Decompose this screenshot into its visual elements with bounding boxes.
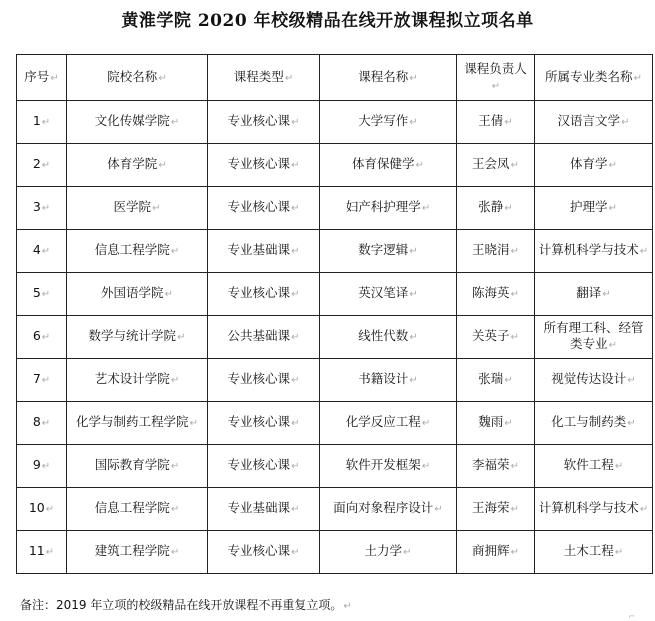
- cell-no: 11↵: [17, 531, 67, 574]
- cell-type: 专业核心课↵: [208, 101, 320, 144]
- cell-no: 9↵: [17, 445, 67, 488]
- cell-major: 体育学↵: [535, 144, 653, 187]
- table-row: [17, 101, 653, 144]
- cell-major: 化工与制药类↵: [535, 402, 653, 445]
- cell-major: 汉语言文学↵: [535, 101, 653, 144]
- cell-course: 土力学↵: [320, 531, 457, 574]
- table-body: [17, 101, 653, 574]
- cell-no: 4↵: [17, 230, 67, 273]
- cell-leader: 李福荣↵: [457, 445, 535, 488]
- cell-course: 软件开发框架↵: [320, 445, 457, 488]
- cell-course: 体育保健学↵: [320, 144, 457, 187]
- cell-course: 面向对象程序设计↵: [320, 488, 457, 531]
- cell-college: 信息工程学院↵: [67, 230, 208, 273]
- cell-type: 专业基础课↵: [208, 488, 320, 531]
- cell-major: 翻译↵: [535, 273, 653, 316]
- cell-leader: 陈海英↵: [457, 273, 535, 316]
- cell-type: 专业核心课↵: [208, 144, 320, 187]
- cell-college: 医学院↵: [67, 187, 208, 230]
- cell-college: 艺术设计学院↵: [67, 359, 208, 402]
- cell-college: 数学与统计学院↵: [67, 316, 208, 359]
- header-cell: 序号↵: [17, 55, 67, 101]
- cell-type: 专业核心课↵: [208, 531, 320, 574]
- cell-college: 信息工程学院↵: [67, 488, 208, 531]
- table-row: [17, 488, 653, 531]
- cell-leader: 王会凤↵: [457, 144, 535, 187]
- cell-type: 公共基础课↵: [208, 316, 320, 359]
- table-header-row: [17, 55, 653, 101]
- cell-major: 软件工程↵: [535, 445, 653, 488]
- cell-type: 专业基础课↵: [208, 230, 320, 273]
- cell-major: 计算机科学与技术↵: [535, 488, 653, 531]
- cell-college: 化学与制药工程学院↵: [67, 402, 208, 445]
- cell-leader: 王倩↵: [457, 101, 535, 144]
- cell-course: 数字逻辑↵: [320, 230, 457, 273]
- cell-course: 书籍设计↵: [320, 359, 457, 402]
- table-row: [17, 531, 653, 574]
- header-cell: 院校名称↵: [67, 55, 208, 101]
- table-row: [17, 144, 653, 187]
- cell-major: 护理学↵: [535, 187, 653, 230]
- cell-leader: 张静↵: [457, 187, 535, 230]
- cell-leader: 张瑞↵: [457, 359, 535, 402]
- cell-major: 视觉传达设计↵: [535, 359, 653, 402]
- header-cell: 课程类型↵: [208, 55, 320, 101]
- table-row: [17, 445, 653, 488]
- cell-leader: 魏雨↵: [457, 402, 535, 445]
- cell-course: 大学写作↵: [320, 101, 457, 144]
- cell-college: 文化传媒学院↵: [67, 101, 208, 144]
- cell-leader: 王海荣↵: [457, 488, 535, 531]
- cell-type: 专业核心课↵: [208, 359, 320, 402]
- table-row: [17, 187, 653, 230]
- cell-type: 专业核心课↵: [208, 445, 320, 488]
- table-row: [17, 273, 653, 316]
- cell-type: 专业核心课↵: [208, 273, 320, 316]
- cell-no: 2↵: [17, 144, 67, 187]
- cell-no: 1↵: [17, 101, 67, 144]
- cell-type: 专业核心课↵: [208, 187, 320, 230]
- table-row: [17, 402, 653, 445]
- document-title: 黄淮学院 2020 年校级精品在线开放课程拟立项名单: [121, 11, 534, 31]
- cell-major: 土木工程↵: [535, 531, 653, 574]
- cell-college: 建筑工程学院↵: [67, 531, 208, 574]
- page-corner-mark: ⌐: [628, 612, 635, 621]
- cell-college: 体育学院↵: [67, 144, 208, 187]
- cell-no: 5↵: [17, 273, 67, 316]
- cell-type: 专业核心课↵: [208, 402, 320, 445]
- cell-major: 计算机科学与技术↵: [535, 230, 653, 273]
- header-cell: 课程负责人↵: [457, 55, 535, 101]
- cell-no: 7↵: [17, 359, 67, 402]
- cell-no: 8↵: [17, 402, 67, 445]
- cell-leader: 商拥辉↵: [457, 531, 535, 574]
- header-cell: 课程名称↵: [320, 55, 457, 101]
- header-cell: 所属专业类名称↵: [535, 55, 653, 101]
- cell-college: 外国语学院↵: [67, 273, 208, 316]
- cell-leader: 关英子↵: [457, 316, 535, 359]
- cell-major: 所有理工科、经管类专业↵: [535, 316, 653, 359]
- cell-no: 10↵: [17, 488, 67, 531]
- table-row: [17, 359, 653, 402]
- cell-course: 线性代数↵: [320, 316, 457, 359]
- cell-course: 化学反应工程↵: [320, 402, 457, 445]
- table-row: [17, 230, 653, 273]
- table-row: [17, 316, 653, 359]
- cell-no: 6↵: [17, 316, 67, 359]
- cell-college: 国际教育学院↵: [67, 445, 208, 488]
- cell-leader: 王晓涓↵: [457, 230, 535, 273]
- cell-course: 妇产科护理学↵: [320, 187, 457, 230]
- cell-no: 3↵: [17, 187, 67, 230]
- cell-course: 英汉笔译↵: [320, 273, 457, 316]
- course-list-table: [16, 54, 653, 574]
- footnote: 备注：2019 年立项的校级精品在线开放课程不再重复立项。↵: [20, 598, 352, 612]
